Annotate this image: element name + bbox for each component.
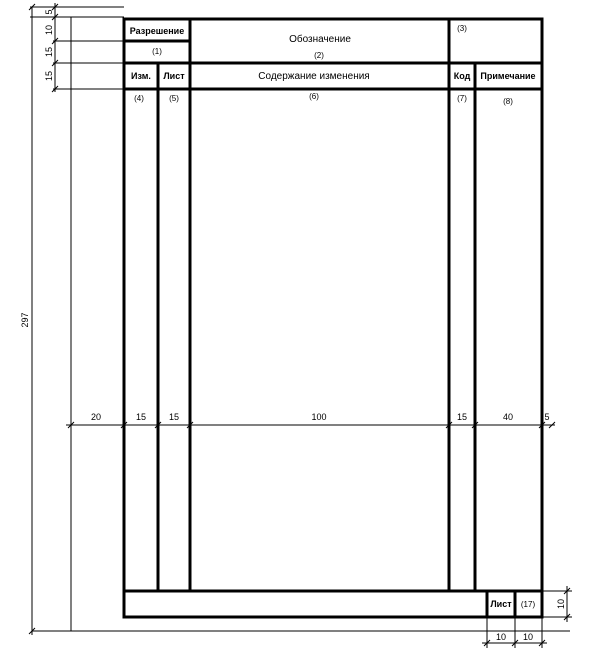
dim-col-content: 100 [311, 412, 327, 422]
dim-top-offset: 5 [44, 9, 54, 15]
dim-row1-height: 10 [44, 24, 54, 36]
dim-col-note: 40 [502, 412, 514, 422]
designation-ref: (2) [314, 51, 324, 60]
col-ref-change-no: (4) [134, 94, 144, 103]
col-ref-code: (7) [457, 94, 467, 103]
field3-ref: (3) [457, 24, 467, 33]
dim-row3-height: 15 [44, 70, 54, 82]
dim-col-code: 15 [456, 412, 468, 422]
footer-sheet-label: Лист [490, 599, 512, 609]
dimension-ticks [29, 4, 570, 646]
dim-right-margin: 5 [544, 412, 550, 422]
dim-footer-col-2: 10 [522, 632, 534, 642]
dim-row2-height: 15 [44, 46, 54, 58]
dim-col-sheet: 15 [168, 412, 180, 422]
permission-ref: (1) [152, 47, 162, 56]
sheet-outline [30, 7, 570, 635]
col-header-note: Примечание [480, 71, 536, 81]
frame [124, 19, 542, 617]
footer-sheet-ref: (17) [520, 600, 536, 609]
dim-left-margin: 20 [90, 412, 102, 422]
dim-footer-row-height: 10 [556, 598, 566, 610]
permission-label: Разрешение [129, 26, 185, 36]
col-header-change-no: Изм. [131, 71, 151, 81]
col-ref-content: (6) [309, 92, 319, 101]
designation-label: Обозначение [289, 34, 351, 45]
col-ref-sheet: (5) [169, 94, 179, 103]
col-header-code: Код [453, 71, 471, 81]
dim-sheet-height: 297 [20, 312, 30, 328]
dim-footer-col-1: 10 [495, 632, 507, 642]
dim-col-change-no: 15 [135, 412, 147, 422]
col-ref-note: (8) [503, 97, 513, 106]
col-header-sheet: Лист [163, 71, 185, 81]
col-header-content: Содержание изменения [258, 71, 370, 82]
